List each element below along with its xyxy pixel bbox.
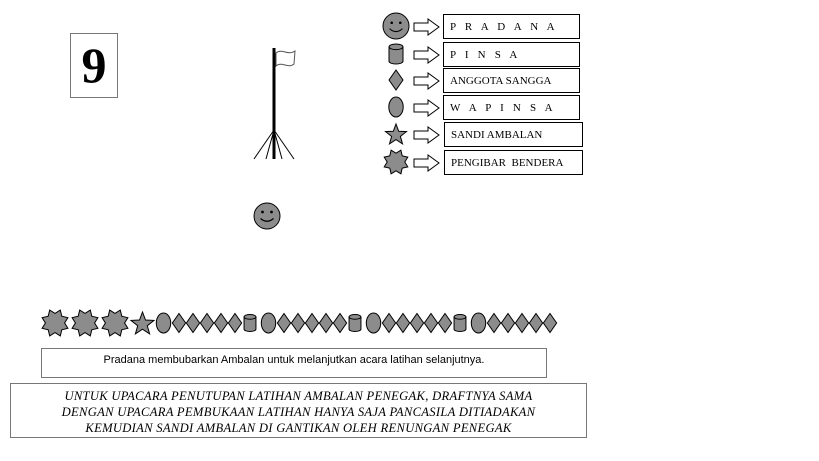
diamond-icon [438, 314, 451, 333]
note-line-2: DENGAN UPACARA PEMBUKAAN LATIHAN HANYA SAJA PANCASILA DITIADAKAN [61, 405, 536, 419]
diamond-icon [277, 314, 290, 333]
diamond-icon [305, 314, 318, 333]
diamond-icon [228, 314, 241, 333]
diamond-icon [410, 314, 423, 333]
diamond-icon [501, 314, 514, 333]
right-arrow-icon [413, 99, 441, 117]
diamond-icon [543, 314, 556, 333]
caption-text: Pradana membubarkan Ambalan untuk melanjutkan acara latihan selanjutnya. [103, 354, 485, 366]
star-icon [380, 120, 412, 150]
legend-label-box [443, 14, 580, 39]
ellipse-icon [261, 313, 275, 333]
legend-label: PENGIBAR BENDERA [451, 156, 564, 169]
star-icon [131, 312, 154, 334]
gear-star-icon [42, 310, 68, 336]
diamond-icon [515, 314, 528, 333]
right-arrow-icon [413, 18, 441, 36]
right-arrow-icon [413, 46, 441, 64]
note-line-3: KEMUDIAN SANDI AMBALAN DI GANTIKAN OLEH RENUNGAN PENEGAK [85, 421, 512, 435]
right-arrow-icon [413, 154, 441, 172]
diamond-icon [200, 314, 213, 333]
diamond-icon [487, 314, 500, 333]
legend-label: P R A D A N A [450, 20, 558, 33]
legend-label: SANDI AMBALAN [451, 128, 543, 141]
right-arrow-icon [413, 72, 441, 90]
diamond-icon [319, 314, 332, 333]
caption-box [41, 348, 547, 378]
diamond-icon [529, 314, 542, 333]
ellipse-icon [156, 313, 170, 333]
number-marker-text: 9 [81, 37, 107, 93]
diamond-icon [380, 66, 412, 96]
ellipse-icon [366, 313, 380, 333]
gear-star-icon [102, 310, 128, 336]
pradana-position-icon [252, 201, 282, 231]
legend-label: W A P I N S A [450, 101, 556, 114]
legend-label-box [444, 122, 583, 147]
diamond-icon [172, 314, 185, 333]
diamond-icon [333, 314, 346, 333]
gear-star-icon [380, 148, 412, 178]
diamond-icon [382, 314, 395, 333]
diamond-icon [291, 314, 304, 333]
legend-label-box [443, 95, 580, 120]
cylinder-icon [244, 315, 256, 332]
ellipse-icon [380, 93, 412, 123]
cylinder-icon [349, 315, 361, 332]
right-arrow-icon [413, 126, 441, 144]
legend-label-box [444, 150, 583, 175]
diamond-icon [186, 314, 199, 333]
smiley-circle-icon [380, 12, 412, 42]
flagpole-icon [248, 44, 300, 162]
gear-star-icon [72, 310, 98, 336]
note-line-1: UNTUK UPACARA PENUTUPAN LATIHAN AMBALAN PENEGAK, DRAFTNYA SAMA [64, 389, 533, 403]
ellipse-icon [471, 313, 485, 333]
diamond-icon [214, 314, 227, 333]
diamond-icon [396, 314, 409, 333]
diamond-icon [424, 314, 437, 333]
note-box [10, 383, 587, 438]
legend-label-box [443, 68, 580, 93]
number-marker [70, 33, 118, 98]
cylinder-icon [454, 315, 466, 332]
formation-row [38, 306, 558, 340]
legend-label-box [443, 42, 580, 67]
legend-label: P I N S A [450, 48, 521, 61]
legend-label: ANGGOTA SANGGA [450, 74, 552, 87]
